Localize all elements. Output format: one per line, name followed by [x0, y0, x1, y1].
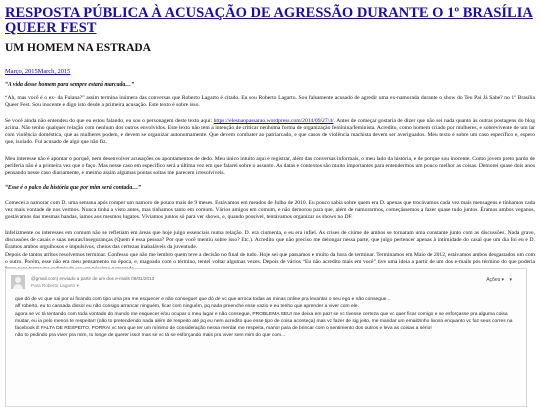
email-body: que dó de vc que sai por aí ficando com tipo uma pra me esquecer e não consegue! que dó de vc que arroca todas as minas online pra levantar o seu ego e não consegue... aff roberto, eu to cansada disso! eu não consigo arrancar ninguém, ficar com ninguém, pq nada preenche esse vazio e eu tenho que aprender a viver com ele. agora se vc tá tentando com toda vontade do mundo me esquecer e/ou ocupar o meu lugar e não consegue, PROBLEMA SEU! me deixa em paz! se vc tivesse certeza que vc quer ficar comigo e se esforçasse pra alguma coisa mudar, eu ia pelo menos te respeitar! (não to pretendendo nada além de respeito até pq eu nem acredito que esse tipo de coisa aconteça) mas vc fazer de sig jeito, me mandar um emailzinho lixoso enquanto vc faz seus corres na facebook É FALTA DE RESPEITO, PORRA! vc tem que ter um mínimo de consideração nessa merda! me respeita, mano! para de brincar com o sentimento dos outros e leva as coisas a sério! não to pedindo pra viver pra mim, to longe de querer isso! mas se vc tá se esforçando mais pra viver sem mim do que com... [15, 297, 513, 339]
post-date[interactable]: Março, 2015March, 2015 [5, 68, 71, 75]
paragraph-2-text-a: Se você ainda não entendeu do que eu estou falando, eu sou o personagem deste texto aqui: [5, 118, 214, 124]
paragraph-3: Meu interesse não é apontar o porquê, nem desenvolver acusações ou apontamentos de dedo. Meu único intuito aqui é registrar, além das conversas informais, o meu lado da história, e de porque sou inocente. Como jovem preto pardo de periferia não é a primeira vez que o faço. Mas nesse caso em específico será a última vez em que falarei sobre o assunto. As datas e contextos são muito importantes para entendermos um pouco melhor as coisas. Demorei quase dois anos pensando nesse caso diariamente, e mesmo assim algumas pontas soltas me parecem irresolvíveis. [5, 156, 535, 176]
email-sender: @gmail.com) enviado a partir de um dos e-mails 08/01/2013 [31, 276, 155, 281]
paragraph-6: Depois de tantos atritos resolvemos terminar. Confesso que não me lembro quem teve a decisão no final de tudo. Hoje sei que passamos e muito da hora de terminar. Terminamos em Maio de 2012, estávamos ambos desgastados um com o outro. Porém, esse não era meu pensamento no época, e, magoado com o término, tentei voltar algumas vezes. Depois de vários “Eu não acredito mais em você” tive uma ideia a partir de um dos e-mails pós término do que poderia [5, 252, 535, 265]
paragraph-4: Comecei a namorar com D. uma semana após romper um namoro de pouco mais de 9 meses. Estávamos em meados de Julho de 2010. Eu pouco sabia sobre quem era D. apenas que trocávamos cada vez mais mensagens e tínhamos cada vez mais vontade de nos vermos. Nunca tinha a visto antes, mas tínhamos tanto em comum. Vários amigos em comum, e não demorou para que, além de namorarmos, começássemos a fazer quase tudo juntos. Éramos ambos veganos, gostávamos das mesmas bandas, íamos aos mesmos lugares. Vivíamos juntos só para ver shows, e, quando possível, tentávamos organizar os shows no DF. [5, 200, 535, 220]
email-screenshot [5, 268, 527, 407]
paragraph-5: Infelizmente os interesses em comum não se refletiam em áreas que hoje julgo essenciais numa relação. D. era ciumenta, e eu era infiel. As crises de ciúme de ambos se tornaram uma constante junto com as discussões. Nada grave, discussões de casais e suas neuras/inseguranças (Quem é essa pessoa? Por que você mentiu sobre isso? Etc.). Acredito que não preciso me delongar nessa parte, que julgo pertencer apenas à intimidade do casal que um dia foi eu e D. Éramos ambos orgulhosos e impulsivos, cheios das certezas inabaláveis da juventude. [5, 230, 535, 250]
chevron-down-icon[interactable]: ▾ [509, 277, 512, 283]
paragraph-2-text-b: . Antes de começar gostaria de dizer que não sei nada quanto às outras postagens do blog acima. Não tenho qualquer relação com nenhum dos outros envolvidos. Este texto não tem a intenção de criticar nenhuma forma de organização feminina/feminista. Acredito, como homem criado por mulheres, e sobrevivente de um lar com violência doméstica, que as mulheres podem, e devem se organizar autonomamente. Que devem combater ao patriarcado, e que casos de violência machista devem ser averiguados. Meu texto é sobre um caso específico e, espero que, isolado. Fui acusado de algo que não fiz. [5, 118, 535, 145]
paragraph-1: “Ah, mas você é o ex- da Fulana?” assim termina inúmera das conversas que Roberto Lagarto é citado. Eu sou Roberto Lagarto. Sou falsamente acusado de agredir uma ex-namorada durante o show do Teu Pai Já Sabe? no 1º Brasília Queer Fest. Sou inocente e digo isto desde a primeira acusação. Este texto é sobre isso. [5, 95, 535, 108]
blog-link[interactable]: https://elesnaopassarao.wordpress.com/2014/09/27/4/ [213, 118, 334, 124]
actions-button[interactable]: Ações ▾ [486, 277, 504, 283]
post-subtitle: UM HOMEM NA ESTRADA [5, 42, 151, 54]
post-title[interactable]: RESPOSTA PÚBLICA À ACUSAÇÃO DE AGRESSÃO DURANTE O 1º BRASÍLIA QUEER FEST [5, 5, 533, 36]
quote-2: “Esse é o palco da história que por mim será contada…” [5, 185, 141, 191]
paragraph-2 [5, 118, 535, 146]
email-recipient: Para Roberto Lagarto ▾ [31, 283, 79, 288]
quote-1: “A vida desse homem para sempre estará marcada…” [5, 82, 134, 88]
avatar-icon [11, 275, 25, 289]
